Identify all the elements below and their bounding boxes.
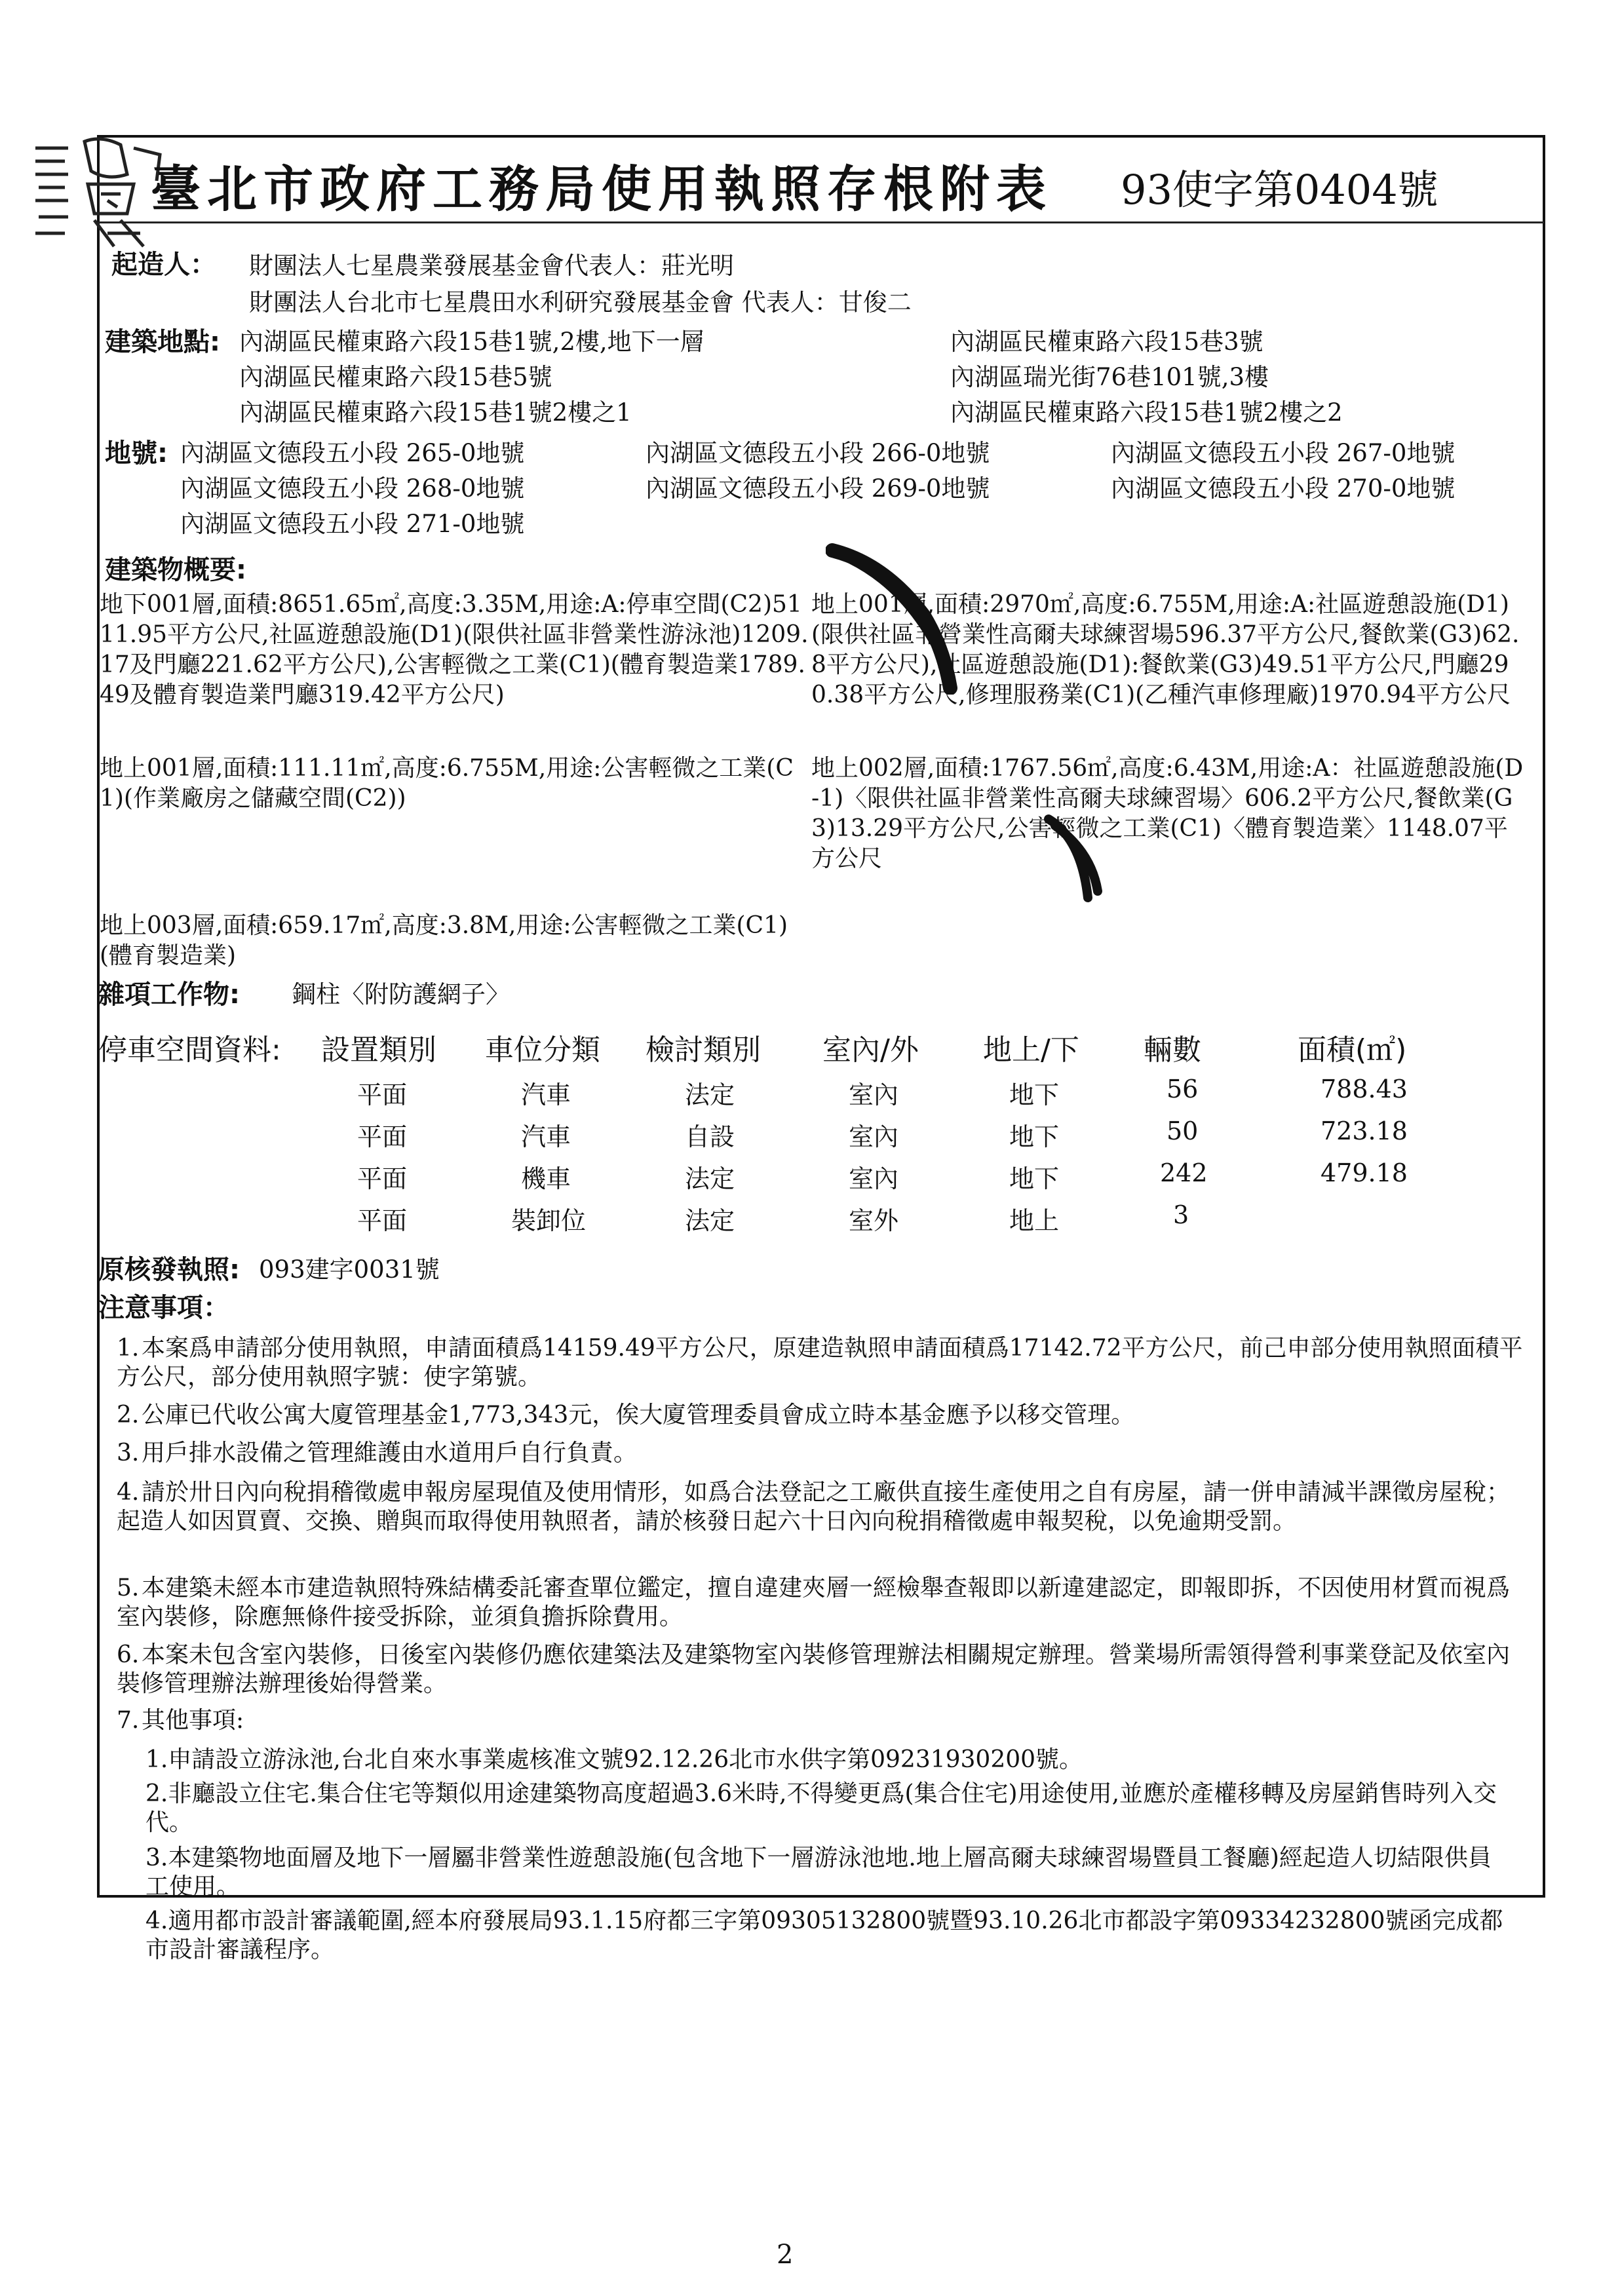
parking-header: 設置類別 <box>321 1033 436 1067</box>
parking-header: 檢討類別 <box>646 1033 761 1067</box>
lot-item: 內湖區文德段五小段 269-0地號 <box>646 474 990 503</box>
parking-cell: 自設 <box>685 1122 735 1151</box>
parking-cell: 地上 <box>1009 1206 1060 1235</box>
overview-f1b: 地上001層,面積:111.11㎡,高度:6.755M,用途:公害輕微之工業(C1)(作業廠房之儲藏空間(C2)) <box>100 755 794 812</box>
parking-cell: 法定 <box>685 1081 735 1109</box>
other-item: 3.本建築物地面層及地下一層屬非營業性遊憩設施(包含地下一層游泳池地.地上層高爾夫球練習場暨員工餐廳)經起造人切結限供員工使用。 <box>145 1845 1492 1900</box>
site-address: 內湖區民權東路六段15巷1號2樓之2 <box>950 398 1343 427</box>
note-item: 5. 本建築未經本市建造執照特殊結構委託審查單位鑑定，擅自違建夾層一經檢舉查報即以新違建認定，即報即拆，不因使用材質而視爲室內裝修，除應無條件接受拆除，並須負擔拆除費用。 <box>117 1575 1511 1630</box>
other-item: 2.非廳設立住宅.集合住宅等類似用途建築物高度超過3.6米時,不得變更爲(集合住宅)用途使用,並應於產權移轉及房屋銷售時列入交代。 <box>145 1780 1497 1836</box>
parking-cell: 汽車 <box>521 1081 571 1109</box>
parking-cell: 56 <box>1167 1075 1199 1103</box>
overview-b1: 地下001層,面積:8651.65㎡,高度:3.35M,用途:A:停車空間(C2)5111.95平方公尺,社區遊憩設施(D1)(限供社區非營業性游泳池)1209.17及門廳221.62平方公尺),公害輕微之工業(C1)(體育製造業1789.49及體育製造業門廳319.42平方公尺) <box>100 591 809 708</box>
note-item: 2. 公庫已代收公寓大廈管理基金1,773,343元，俟大廈管理委員會成立時本基金應予以移交管理。 <box>117 1402 1135 1428</box>
overview-label: 建築物概要: <box>105 555 246 585</box>
parking-cell: 汽車 <box>521 1122 571 1151</box>
parking-cell: 3 <box>1173 1200 1189 1229</box>
lot-item: 內湖區文德段五小段 271-0地號 <box>180 510 525 538</box>
applicant-line: 財團法人七星農業發展基金會代表人：莊光明 <box>249 252 734 280</box>
parking-cell: 平面 <box>357 1081 408 1109</box>
other-item: 1.申請設立游泳池,台北自來水事業處核准文號92.12.26北市水供字第09231930200號。 <box>145 1746 1083 1773</box>
ink-scribble <box>1042 813 1114 904</box>
site-address: 內湖區瑞光街76巷101號,3樓 <box>950 363 1269 391</box>
parking-cell: 479.18 <box>1321 1158 1408 1187</box>
lot-item: 內湖區文德段五小段 268-0地號 <box>180 474 525 503</box>
ink-scribble <box>826 537 970 695</box>
note-item: 3. 用戶排水設備之管理維護由水道用戶自行負責。 <box>117 1440 638 1466</box>
parking-cell: 室外 <box>849 1206 899 1235</box>
site-label: 建築地點: <box>105 327 220 357</box>
parking-cell: 裝卸位 <box>511 1206 587 1235</box>
site-address: 內湖區民權東路六段15巷5號 <box>239 363 552 391</box>
overview-f3: 地上003層,面積:659.17㎡,高度:3.8M,用途:公害輕微之工業(C1)(體育製造業) <box>100 912 788 969</box>
page-number: 2 <box>777 2240 794 2270</box>
lot-item: 內湖區文德段五小段 266-0地號 <box>646 439 990 467</box>
seal-stamp <box>29 135 166 253</box>
parking-cell: 地下 <box>1009 1122 1060 1151</box>
parking-label: 停車空間資料: <box>98 1033 281 1067</box>
lot-item: 內湖區文德段五小段 265-0地號 <box>180 439 525 467</box>
other-item: 4.適用都市設計審議範圍,經本府發展局93.1.15府都三字第09305132800號暨93.10.26北市都設字第09334232800號函完成都市設計審議程序。 <box>145 1907 1503 1963</box>
parking-cell: 法定 <box>685 1164 735 1193</box>
parking-cell: 室內 <box>849 1164 899 1193</box>
applicant-label: 起造人： <box>111 250 216 280</box>
misc-value: 鋼柱〈附防護網子〉 <box>292 980 510 1008</box>
parking-header: 車位分類 <box>485 1033 600 1067</box>
site-address: 內湖區民權東路六段15巷1號2樓之1 <box>239 398 632 427</box>
parking-header: 室內/外 <box>822 1033 919 1067</box>
site-address: 內湖區民權東路六段15巷1號,2樓,地下一層 <box>239 328 704 356</box>
parking-cell: 242 <box>1160 1158 1208 1187</box>
parking-header: 面積(㎡) <box>1298 1033 1407 1067</box>
site-address: 內湖區民權東路六段15巷3號 <box>950 328 1263 356</box>
note-item: 4. 請於卅日內向稅捐稽徵處申報房屋現值及使用情形，如爲合法登記之工廠供直接生產使用之自有房屋，請一併申請減半課徵房屋稅；起造人如因買賣、交換、贈與而取得使用執照者，請於核發日起六十日內向稅捐稽徵處申報契稅，以免逾期受罰。 <box>117 1479 1511 1535</box>
permit-number: 93使字第0404號 <box>1121 166 1438 214</box>
parking-cell: 室內 <box>849 1081 899 1109</box>
applicant-line: 財團法人台北市七星農田水利研究發展基金會 代表人：甘俊二 <box>249 288 912 316</box>
parking-header: 地上/下 <box>983 1033 1079 1067</box>
parking-cell: 法定 <box>685 1206 735 1235</box>
lot-item: 內湖區文德段五小段 270-0地號 <box>1111 474 1456 503</box>
misc-label: 雜項工作物: <box>98 980 240 1010</box>
original-permit-value: 093建字0031號 <box>259 1255 440 1284</box>
note-item: 6. 本案未包含室內裝修，日後室內裝修仍應依建築法及建築物室內裝修管理辦法相關規定辦理。營業場所需領得營利事業登記及依室內裝修管理辦法辦理後始得營業。 <box>117 1641 1511 1697</box>
lots-label: 地號: <box>105 438 168 469</box>
parking-cell: 723.18 <box>1321 1117 1408 1145</box>
overview-f1a: 地上001層,面積:2970㎡,高度:6.755M,用途:A:社區遊憩設施(D1)(限供社區非營業性高爾夫球練習場596.37平方公尺,餐飲業(G3)62.8平方公尺),社區遊憩設施(D1):餐飲業(G3)49.51平方公尺,門廳290.38平方公尺,修理服務業(C1)(乙種汽車修理廠)1970.94平方公尺 <box>811 591 1520 708</box>
parking-cell: 788.43 <box>1321 1075 1408 1103</box>
parking-cell: 平面 <box>357 1164 408 1193</box>
parking-cell: 室內 <box>849 1122 899 1151</box>
original-permit-label: 原核發執照: <box>98 1255 240 1285</box>
title-divider <box>98 221 1544 223</box>
parking-header: 輛數 <box>1144 1033 1201 1067</box>
note-item: 7. 其他事項: <box>117 1707 244 1734</box>
note-item: 1. 本案爲申請部分使用執照，申請面積爲14159.49平方公尺，原建造執照申請面積爲17142.72平方公尺，前己申部分使用執照面積平方公尺，部分使用執照字號：使字第號。 <box>117 1335 1523 1390</box>
parking-cell: 地下 <box>1009 1164 1060 1193</box>
parking-cell: 機車 <box>521 1164 571 1193</box>
parking-cell: 50 <box>1167 1117 1199 1145</box>
parking-cell: 地下 <box>1009 1081 1060 1109</box>
overview-f2: 地上002層,面積:1767.56㎡,高度:6.43M,用途:A：社區遊憩設施(D-1)〈限供社區非營業性高爾夫球練習場〉606.2平方公尺,餐飲業(G3)13.29平方公尺,公害輕微之工業(C1)〈體育製造業〉1148.07平方公尺 <box>811 755 1524 872</box>
parking-cell: 平面 <box>357 1122 408 1151</box>
notes-label: 注意事項： <box>98 1293 229 1323</box>
lot-item: 內湖區文德段五小段 267-0地號 <box>1111 439 1456 467</box>
page-title: 臺北市政府工務局使用執照存根附表 <box>151 160 1052 218</box>
parking-cell: 平面 <box>357 1206 408 1235</box>
